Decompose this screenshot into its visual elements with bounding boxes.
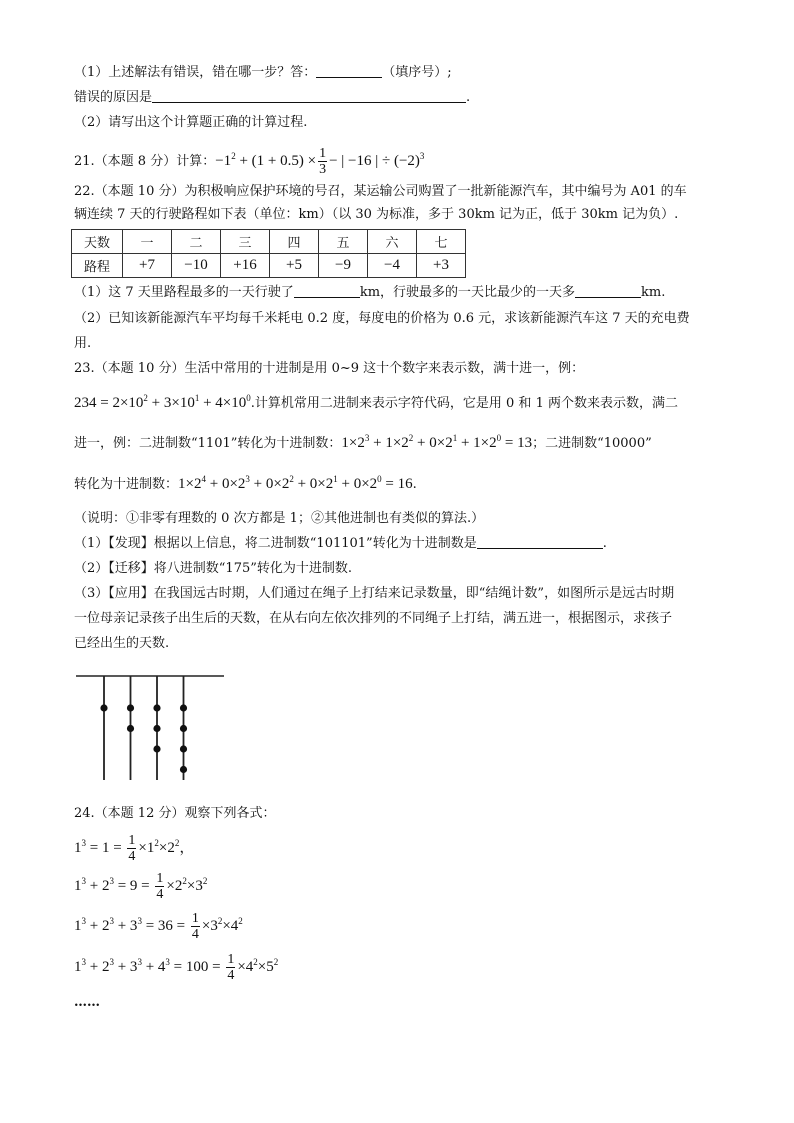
knot-counting-figure <box>70 668 230 788</box>
difference-blank[interactable] <box>575 285 641 298</box>
knot <box>153 704 160 711</box>
knot <box>153 745 160 752</box>
q20-part1: （1）上述解法有错误，错在哪一步？答： （填序号）; <box>74 65 452 80</box>
q24-row-4: $1^3 + 2^3 + 3^3 + 4^3 = 100$ = $\frac{1}{4}$ $\times 4^2\times 5^2$ <box>74 952 279 984</box>
fraction-one-quarter: $\frac{1}{4}$ <box>156 871 164 903</box>
q23-line4: 转化为十进制数：$1\times 2^4 + 0\times 2^3 + 0\times 2^2 + 0\times 2^1 + 0\times 2^0 = 16$. <box>74 474 417 492</box>
q23-part3-line2: 一位母亲记录孩子出生后的天数，在从右向左依次排列的不同绳子上打结，满五进一，根据图示，求孩子 <box>74 611 673 626</box>
q24-row-1: $1^3 = 1$ = $\frac{1}{4}$ $\times 1^2\times 2^2$， <box>74 833 195 865</box>
q22-part1: （1）这 7 天里路程最多的一天行驶了 km，行驶最多的一天比最少的一天多 km. <box>74 285 666 300</box>
fraction-one-quarter: $\frac{1}{4}$ <box>128 833 136 865</box>
q23-part2: （2）【迁移】将八进制数“175”转化为十进制数. <box>74 561 353 576</box>
knot <box>153 725 160 732</box>
mileage-table <box>71 229 466 278</box>
q23-part3-line3: 已经出生的天数. <box>74 636 170 651</box>
q24-row-3: $1^3 + 2^3 + 3^3 = 36$ = $\frac{1}{4}$ $\times 3^2\times 4^2$ <box>74 911 243 943</box>
q23-part1: （1）【发现】根据以上信息，将二进制数“101101”转化为十进制数是 . <box>74 536 607 551</box>
table-row-distance: 路程 +7 −10 +16 +5 −9 −4 +3 <box>72 254 466 278</box>
binary-10000-expansion: $1\times 2^4 + 0\times 2^3 + 0\times 2^2 + 0\times 2^1 + 0\times 2^0 = 16$ <box>178 474 413 492</box>
fraction-one-quarter: $\frac{1}{4}$ <box>191 911 199 943</box>
q24-ellipsis: …… <box>74 995 100 1010</box>
q22-part2-line2: 用. <box>74 336 92 351</box>
q22-part2-line1: （2）已知该新能源汽车平均每千米耗电 0.2 度，每度电的价格为 0.6 元，求该新能源汽车这 7 天的充电费 <box>74 311 690 326</box>
knot <box>180 745 187 752</box>
q21-expression: $-1^2 + (1 + 0.5)$ × $\frac{1}{3}$ − | −16 | ÷ $(-2)^3$ <box>215 146 425 177</box>
answer-blank[interactable] <box>316 65 382 78</box>
table-row-header: 天数 一 二 三 四 五 六 七 <box>72 230 466 254</box>
fraction-one-quarter: $\frac{1}{4}$ <box>227 952 235 984</box>
binary-1101-expansion: $1\times 2^3 + 1\times 2^2 + 0\times 2^1 + 1\times 2^0 = 13$ <box>341 433 533 451</box>
q24-head: 24.（本题 12 分）观察下列各式： <box>74 806 276 821</box>
q20-part2: （2）请写出这个计算题正确的计算过程. <box>74 115 308 130</box>
q23-line3: 进一，例：二进制数“1101”转化为十进制数：$1\times 2^3 + 1\times 2^2 + 0\times 2^1 + 1\times 2^0 = 13$；二进制数“10000” <box>74 433 652 451</box>
q22-line1: 22.（本题 10 分）为积极响应保护环境的号召，某运输公司购置了一批新能源汽车，其中编号为 A01 的车 <box>74 184 687 199</box>
decimal-result-blank[interactable] <box>477 536 603 549</box>
knot <box>180 766 187 773</box>
fraction-one-third: $\frac{1}{3}$ <box>319 146 327 177</box>
q22-line2: 辆连续 7 天的行驶路程如下表（单位：km）（以 30 为标准，多于 30km 记为正，低于 30km 记为负）. <box>74 207 679 222</box>
q23-line1: 23.（本题 10 分）生活中常用的十进制是用 0~9 这十个数字来表示数，满十进一，例： <box>74 361 585 376</box>
knot <box>180 704 187 711</box>
q23-line2: $234 = 2\times 10^2 + 3\times 10^1 + 4\times 10^0$.计算机常用二进制来表示字符代码，它是用 0 和 1 两个数来表示数，满二 <box>74 393 678 411</box>
knot <box>127 725 134 732</box>
q23-note: （说明：①非零有理数的 0 次方都是 1；②其他进制也有类似的算法.） <box>74 511 485 526</box>
max-distance-blank[interactable] <box>294 285 360 298</box>
knot <box>127 704 134 711</box>
decimal-expansion: $234 = 2\times 10^2 + 3\times 10^1 + 4\times 10^0$ <box>74 393 251 411</box>
reason-blank[interactable] <box>152 90 466 103</box>
knot <box>100 704 107 711</box>
knot <box>180 725 187 732</box>
q20-reason: 错误的原因是 . <box>74 90 471 105</box>
q21: 21.（本题 8 分）计算：$-1^2 + (1 + 0.5)$ × $\frac{1}{3}$ − | −16 | ÷ $(-2)^3$ <box>74 146 425 177</box>
q23-part3-line1: （3）【应用】在我国远古时期，人们通过在绳子上打结来记录数量，即“结绳计数”，如图所示是远古时期 <box>74 586 675 601</box>
q24-row-2: $1^3 + 2^3 = 9$ = $\frac{1}{4}$ $\times 2^2\times 3^2$ <box>74 871 208 903</box>
